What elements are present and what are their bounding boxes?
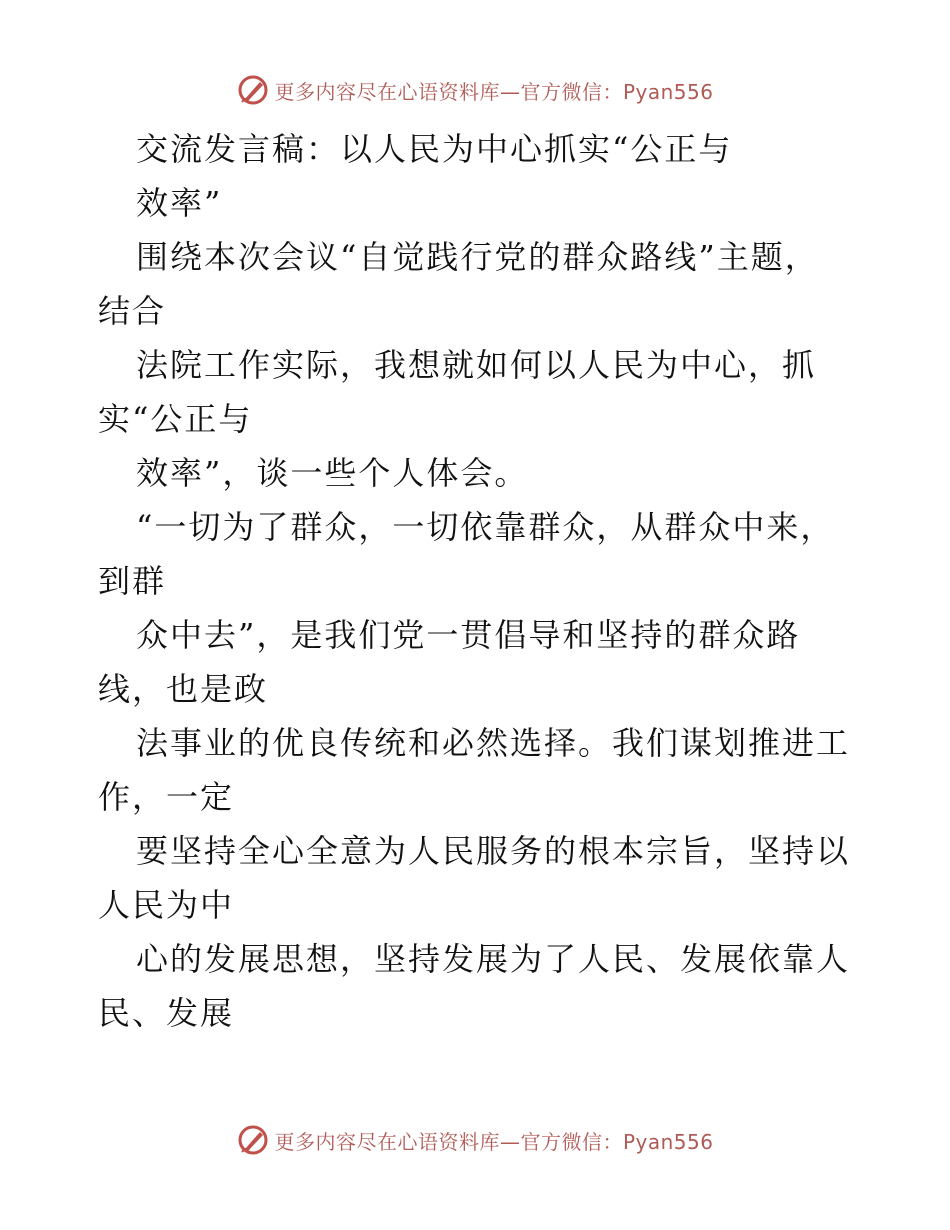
text-line: 交流发言稿：以人民为中心抓实“公正与	[136, 130, 733, 168]
text-line: 法院工作实际，我想就如何以人民为中心，抓	[136, 346, 817, 384]
document-body	[98, 122, 858, 1040]
footer-banner	[0, 1120, 950, 1160]
text-line: 围绕本次会议“自觉践行党的群众路线”主题，	[136, 238, 819, 276]
text-line: 实“公正与	[98, 400, 253, 438]
text-line: 心的发展思想，坚持发展为了人民、发展依靠人	[136, 940, 851, 978]
text-line: 线，也是政	[98, 670, 269, 708]
text-line: 众中去”，是我们党一贯倡导和坚持的群众路	[136, 616, 801, 654]
text-line: 民、发展	[98, 994, 235, 1032]
text-line: 要坚持全心全意为人民服务的根本宗旨，坚持以	[136, 832, 851, 870]
footer-banner-text: 更多内容尽在心语资料库—官方微信：Pyan556	[274, 1129, 714, 1154]
text-line: “一切为了群众，一切依靠群众，从群众中来，	[136, 508, 835, 546]
text-line: 法事业的优良传统和必然选择。我们谋划推进工	[136, 724, 851, 762]
text-line: 作，一定	[98, 778, 235, 816]
text-line: 效率”，谈一些个人体会。	[136, 454, 529, 492]
text-line: 人民为中	[98, 886, 235, 924]
header-banner-text: 更多内容尽在心语资料库—官方微信：Pyan556	[274, 79, 714, 104]
text-line: 到群	[98, 562, 167, 600]
header-banner	[0, 70, 950, 110]
text-line: 结合	[98, 292, 167, 330]
pen-logo-icon	[236, 73, 270, 107]
pen-logo-icon	[236, 1123, 270, 1157]
text-line: 效率”	[136, 184, 223, 222]
